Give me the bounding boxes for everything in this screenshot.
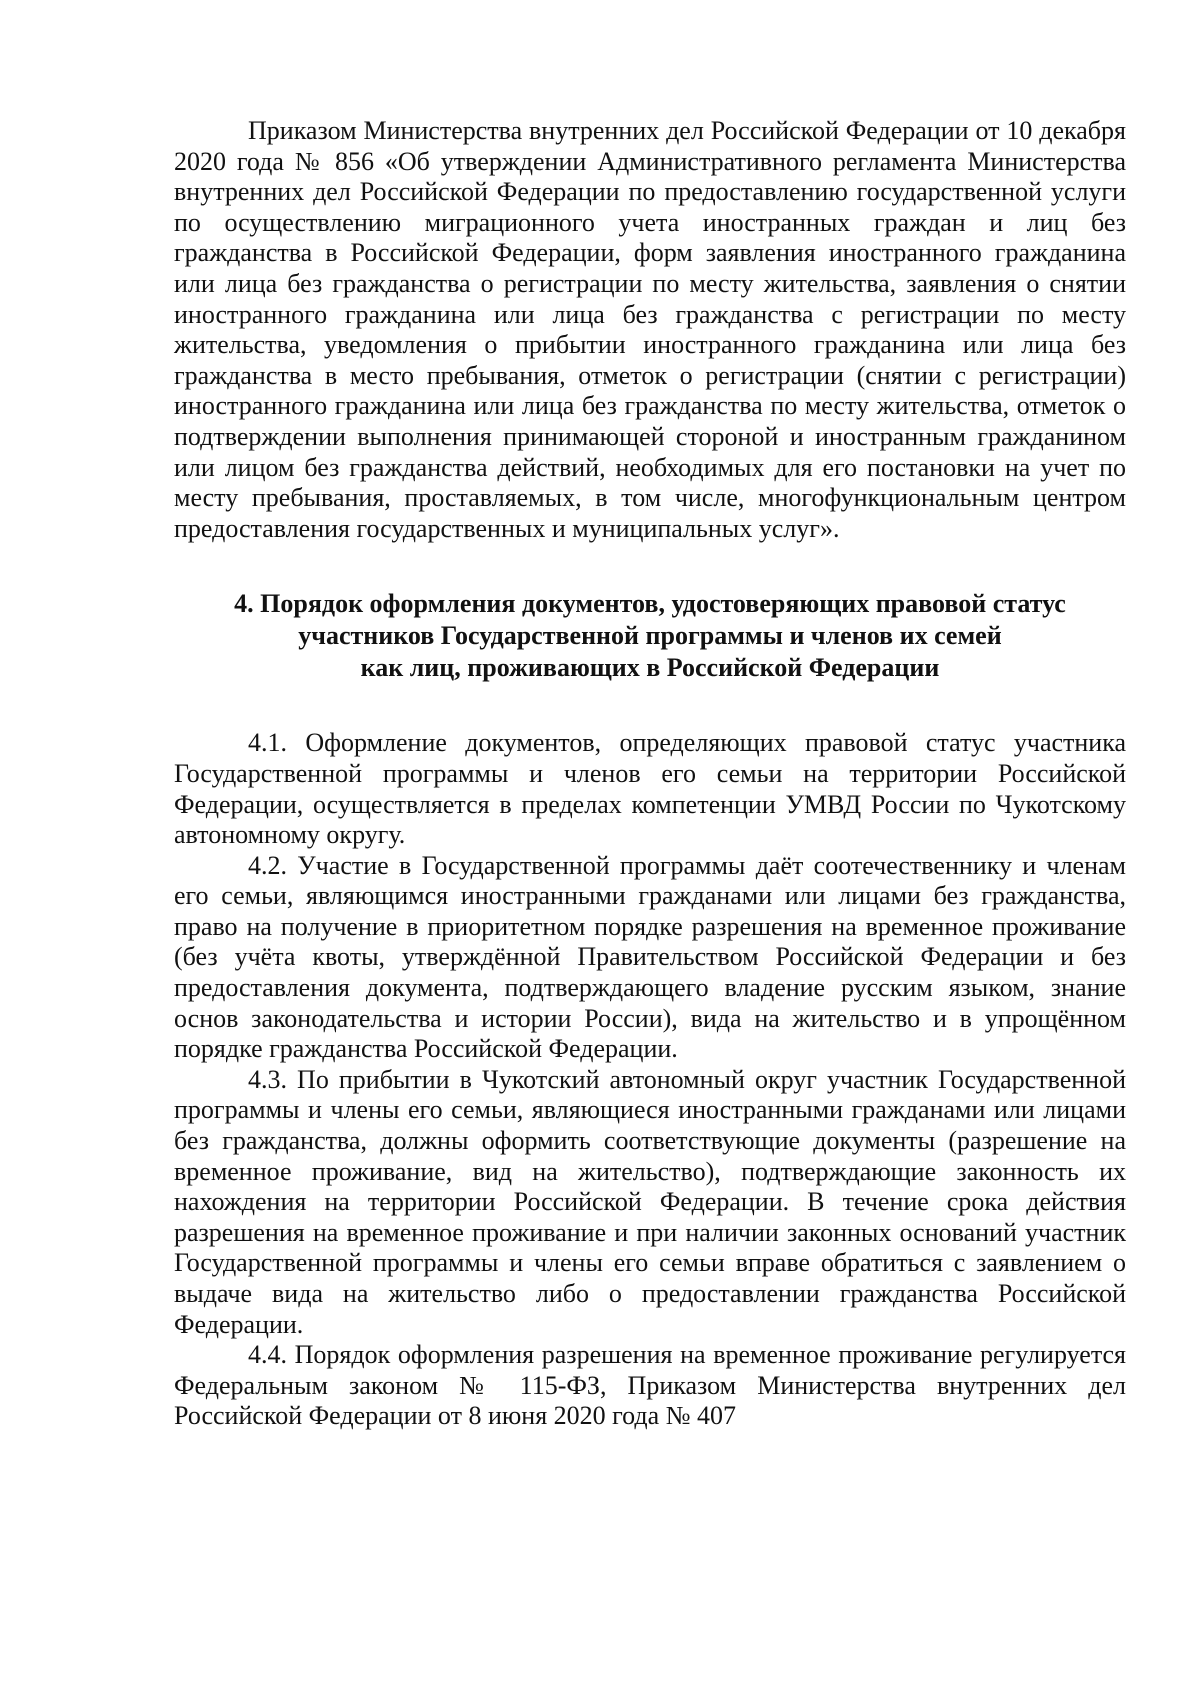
paragraph-4-1: 4.1. Оформление документов, определяющих правовой статус участника Государственной программы и членов его семьи на территории Российской Федерации, осуществляется в пределах компетенции УМВД России по Чукотскому автономному округу. <box>174 728 1126 850</box>
section-heading-line-2: участников Государственной программы и членов их семей <box>298 621 1002 651</box>
paragraph-4-4: 4.4. Порядок оформления разрешения на временное проживание регулируется Федеральным законом № 115-ФЗ, Приказом Министерства внутренних дел Российской Федерации от 8 июня 2020 года № 407 <box>174 1340 1126 1431</box>
section-heading-line-3: как лиц, проживающих в Российской Федерации <box>360 653 940 683</box>
paragraph-4-3: 4.3. По прибытии в Чукотский автономный округ участник Государственной программы и члены его семьи, являющиеся иностранными гражданами или лицами без гражданства, должны оформить соответствующие документы (разрешение на временное проживание, вид на жительство), подтверждающие законность их нахождения на территории Российской Федерации. В течение срока действия разрешения на временное проживание и при наличии законных оснований участник Государственной программы и члены его семьи вправе обратиться с заявлением о выдаче вида на жительство либо о предоставлении гражданства Российской Федерации. <box>174 1064 1126 1339</box>
section-heading <box>174 588 1126 684</box>
document-body <box>174 116 1126 1432</box>
section-heading-line-1: 4. Порядок оформления документов, удостоверяющих правовой статус <box>234 589 1066 619</box>
paragraph-4-2: 4.2. Участие в Государственной программы даёт соотечественнику и членам его семьи, являющимся иностранными гражданами или лицами без гражданства, право на получение в приоритетном порядке разрешения на временное проживание (без учёта квоты, утверждённой Правительством Российской Федерации и без предоставления документа, подтверждающего владение русским языком, знание основ законодательства и истории России), вида на жительство и в упрощённом порядке гражданства Российской Федерации. <box>174 850 1126 1064</box>
intro-paragraph: Приказом Министерства внутренних дел Российской Федерации от 10 декабря 2020 года № 856 «Об утверждении Административного регламента Министерства внутренних дел Российской Федерации по предоставлению государственной услуги по осуществлению миграционного учета иностранных граждан и лиц без гражданства в Российской Федерации, форм заявления иностранного гражданина или лица без гражданства о регистрации по месту жительства, заявления о снятии иностранного гражданина или лица без гражданства с регистрации по месту жительства, уведомления о прибытии иностранного гражданина или лица без гражданства в место пребывания, отметок о регистрации (снятии с регистрации) иностранного гражданина или лица без гражданства по месту жительства, отметок о подтверждении выполнения принимающей стороной и иностранным гражданином или лицом без гражданства действий, необходимых для его постановки на учет по месту пребывания, проставляемых, в том числе, многофункциональным центром предоставления государственных и муниципальных услуг». <box>174 116 1126 543</box>
